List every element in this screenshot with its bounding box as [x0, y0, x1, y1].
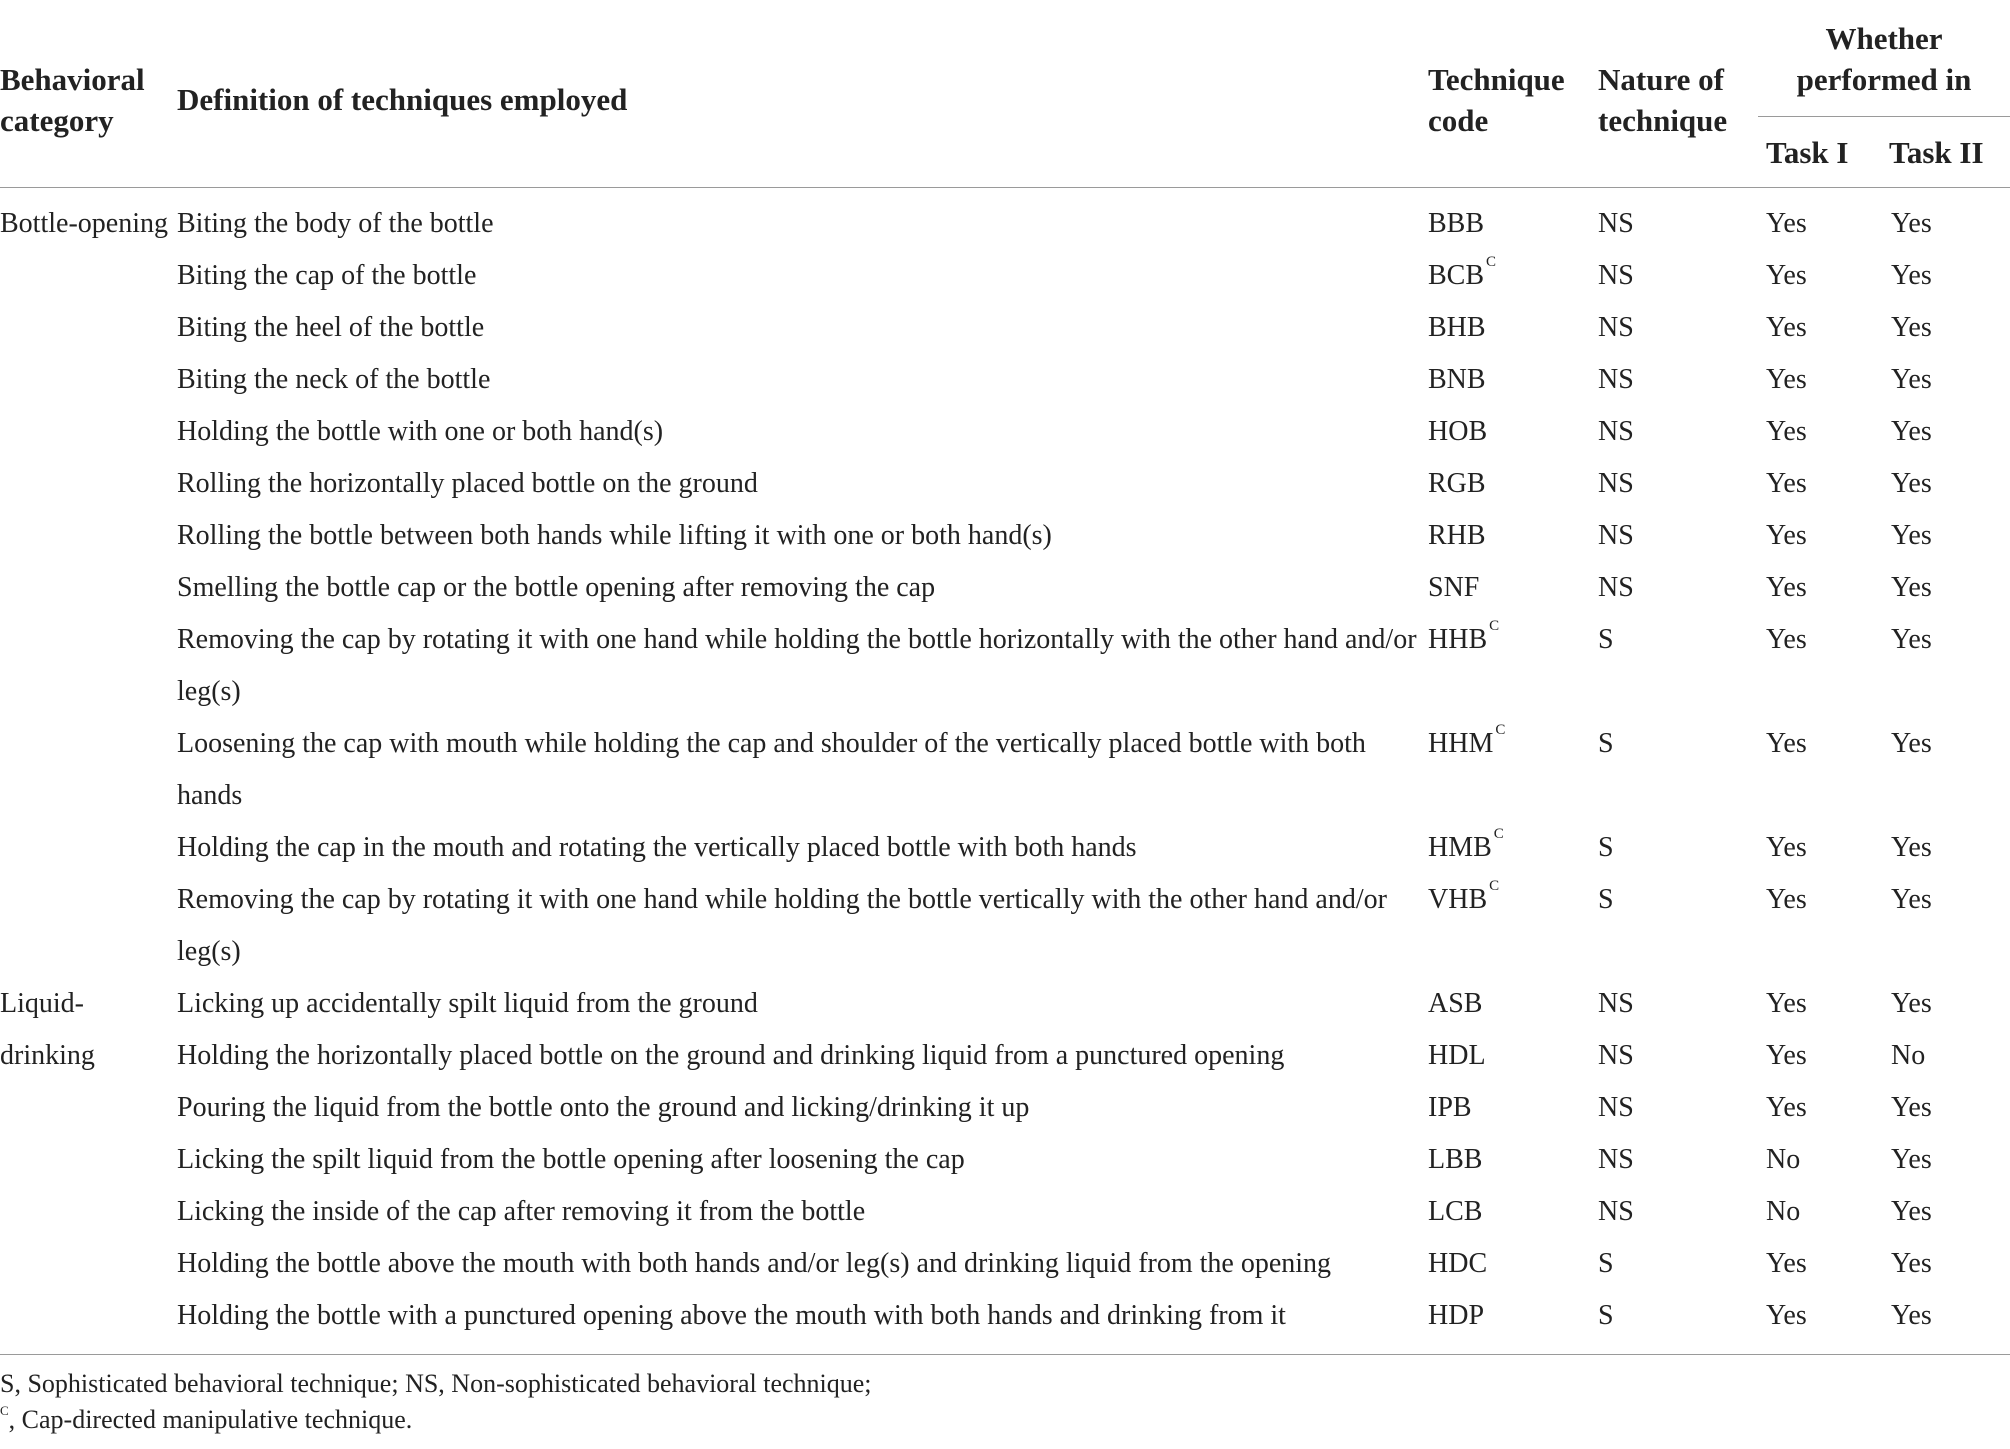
- technique-code: HDP: [1428, 1300, 1485, 1331]
- task-2-cell: Yes: [1891, 1092, 1932, 1123]
- nature-cell: NS: [1598, 572, 1634, 603]
- technique-code: BNB: [1428, 364, 1486, 395]
- technique-code: RHB: [1428, 520, 1486, 551]
- technique-code-cell: [1428, 1082, 1598, 1134]
- task-1-cell: Yes: [1766, 364, 1807, 395]
- nature-cell: NS: [1598, 988, 1634, 1019]
- table-row: [0, 1082, 2010, 1134]
- definition-cell: Licking the spilt liquid from the bottle opening after loosening the cap: [177, 1144, 965, 1175]
- task-1-cell: No: [1766, 1196, 1801, 1227]
- nature-cell: NS: [1598, 1144, 1634, 1175]
- definition-cell: Smelling the bottle cap or the bottle opening after removing the cap: [177, 572, 936, 603]
- technique-code: RGB: [1428, 468, 1486, 499]
- task-2-cell: Yes: [1891, 208, 1932, 239]
- header-task-2: Task II: [1881, 117, 2010, 188]
- header-technique-code: Technique code: [1428, 12, 1598, 188]
- techniques-table: [0, 12, 2010, 1352]
- task-1-cell: Yes: [1766, 208, 1807, 239]
- footnote-abbreviations: S, Sophisticated behavioral technique; NS, Non-sophisticated behavioral technique;: [0, 1369, 872, 1398]
- technique-code-cell: [1428, 1186, 1598, 1238]
- nature-cell: NS: [1598, 416, 1634, 447]
- technique-code-cell: [1428, 562, 1598, 614]
- footnote-cap-directed: [0, 1402, 872, 1438]
- nature-cell: S: [1598, 884, 1614, 915]
- nature-cell: NS: [1598, 208, 1634, 239]
- task-1-cell: Yes: [1766, 1248, 1807, 1279]
- table-row: [0, 406, 2010, 458]
- technique-code-cell: [1428, 874, 1598, 978]
- nature-cell: NS: [1598, 520, 1634, 551]
- task-1-cell: Yes: [1766, 1040, 1807, 1071]
- task-2-cell: Yes: [1891, 624, 1932, 655]
- definition-cell: Biting the neck of the bottle: [177, 364, 491, 395]
- definition-cell: Biting the body of the bottle: [177, 208, 494, 239]
- definition-cell: Biting the heel of the bottle: [177, 312, 485, 343]
- technique-code: HOB: [1428, 416, 1488, 447]
- technique-code-cell: [1428, 1238, 1598, 1290]
- nature-cell: NS: [1598, 364, 1634, 395]
- task-2-cell: Yes: [1891, 312, 1932, 343]
- task-1-cell: Yes: [1766, 624, 1807, 655]
- table-row: [0, 718, 2010, 822]
- task-1-cell: Yes: [1766, 572, 1807, 603]
- category-cell: Bottle-opening: [0, 208, 168, 239]
- technique-code: HHM: [1428, 728, 1494, 759]
- task-2-cell: Yes: [1891, 468, 1932, 499]
- task-1-cell: Yes: [1766, 832, 1807, 863]
- cap-directed-marker: C: [1489, 618, 1500, 634]
- task-2-cell: Yes: [1891, 416, 1932, 447]
- task-2-cell: Yes: [1891, 832, 1932, 863]
- footnote-sup: C: [0, 1403, 9, 1418]
- task-2-cell: Yes: [1891, 1196, 1932, 1227]
- definition-cell: Pouring the liquid from the bottle onto the ground and licking/drinking it up: [177, 1092, 1030, 1123]
- nature-cell: S: [1598, 1300, 1614, 1331]
- task-1-cell: Yes: [1766, 468, 1807, 499]
- technique-code: BCB: [1428, 260, 1485, 291]
- task-1-cell: Yes: [1766, 884, 1807, 915]
- task-2-cell: Yes: [1891, 364, 1932, 395]
- category-cell: Liquid-drinking: [0, 988, 95, 1071]
- task-1-cell: No: [1766, 1144, 1801, 1175]
- technique-code: LCB: [1428, 1196, 1483, 1227]
- technique-code-cell: [1428, 250, 1598, 302]
- task-1-cell: Yes: [1766, 416, 1807, 447]
- definition-cell: Holding the horizontally placed bottle on the ground and drinking liquid from a punctured opening: [177, 1040, 1285, 1071]
- table-row: [0, 510, 2010, 562]
- task-2-cell: Yes: [1891, 572, 1932, 603]
- table-row: [0, 1134, 2010, 1186]
- technique-code-cell: [1428, 458, 1598, 510]
- technique-code-cell: [1428, 1290, 1598, 1352]
- table-row: [0, 302, 2010, 354]
- nature-cell: NS: [1598, 260, 1634, 291]
- technique-code: BBB: [1428, 208, 1485, 239]
- table-row: [0, 874, 2010, 978]
- technique-code-cell: [1428, 510, 1598, 562]
- definition-cell: Removing the cap by rotating it with one hand while holding the bottle vertically with the other hand and/or leg(s): [177, 884, 1387, 967]
- technique-code-cell: [1428, 1134, 1598, 1186]
- definition-cell: Licking the inside of the cap after removing it from the bottle: [177, 1196, 866, 1227]
- technique-code-cell: [1428, 718, 1598, 822]
- technique-code: BHB: [1428, 312, 1486, 343]
- table-row: [0, 250, 2010, 302]
- task-2-cell: No: [1891, 1040, 1926, 1071]
- technique-code: HHB: [1428, 624, 1488, 655]
- definition-cell: Holding the cap in the mouth and rotating the vertically placed bottle with both hands: [177, 832, 1137, 863]
- technique-code: SNF: [1428, 572, 1480, 603]
- task-2-cell: Yes: [1891, 988, 1932, 1019]
- technique-code-cell: [1428, 406, 1598, 458]
- table-row: [0, 1186, 2010, 1238]
- nature-cell: S: [1598, 1248, 1614, 1279]
- nature-cell: NS: [1598, 1040, 1634, 1071]
- task-2-cell: Yes: [1891, 260, 1932, 291]
- technique-code-cell: [1428, 822, 1598, 874]
- table-row: [0, 188, 2010, 251]
- task-1-cell: Yes: [1766, 260, 1807, 291]
- task-2-cell: Yes: [1891, 1248, 1932, 1279]
- technique-code-cell: [1428, 354, 1598, 406]
- table-row: [0, 614, 2010, 718]
- nature-cell: NS: [1598, 312, 1634, 343]
- task-1-cell: Yes: [1766, 1300, 1807, 1331]
- nature-cell: S: [1598, 624, 1614, 655]
- technique-code: HDL: [1428, 1040, 1486, 1071]
- definition-cell: Rolling the bottle between both hands while lifting it with one or both hand(s): [177, 520, 1052, 551]
- header-whether-performed: Whether performed in: [1796, 21, 1972, 97]
- table-row: [0, 458, 2010, 510]
- technique-code-cell: [1428, 978, 1598, 1030]
- table-row: [0, 822, 2010, 874]
- table-row: [0, 978, 2010, 1030]
- table-footnotes: [0, 1366, 872, 1438]
- definition-cell: Holding the bottle above the mouth with both hands and/or leg(s) and drinking liquid from the opening: [177, 1248, 1332, 1279]
- nature-cell: S: [1598, 728, 1614, 759]
- task-2-cell: Yes: [1891, 728, 1932, 759]
- table-row: [0, 1290, 2010, 1352]
- definition-cell: Rolling the horizontally placed bottle on the ground: [177, 468, 758, 499]
- technique-code: IPB: [1428, 1092, 1472, 1123]
- task-2-cell: Yes: [1891, 1300, 1932, 1331]
- technique-code: HMB: [1428, 832, 1492, 863]
- header-behavioral-category: Behavioral category: [0, 12, 177, 188]
- table-row: [0, 562, 2010, 614]
- footnote-cap-text: , Cap-directed manipulative technique.: [8, 1405, 413, 1434]
- task-1-cell: Yes: [1766, 312, 1807, 343]
- task-2-cell: Yes: [1891, 520, 1932, 551]
- cap-directed-marker: C: [1493, 826, 1504, 842]
- task-1-cell: Yes: [1766, 1092, 1807, 1123]
- technique-code: ASB: [1428, 988, 1483, 1019]
- technique-code-cell: [1428, 614, 1598, 718]
- nature-cell: NS: [1598, 1196, 1634, 1227]
- cap-directed-marker: C: [1486, 254, 1497, 270]
- header-definition: Definition of techniques employed: [177, 12, 1428, 188]
- technique-code: HDC: [1428, 1248, 1488, 1279]
- nature-cell: NS: [1598, 468, 1634, 499]
- task-2-cell: Yes: [1891, 1144, 1932, 1175]
- header-nature: Nature of technique: [1598, 12, 1758, 188]
- header-task-1: Task I: [1758, 117, 1881, 188]
- definition-cell: Holding the bottle with a punctured opening above the mouth with both hands and drinking from it: [177, 1300, 1286, 1331]
- definition-cell: Licking up accidentally spilt liquid from the ground: [177, 988, 758, 1019]
- technique-code-cell: [1428, 188, 1598, 251]
- technique-code-cell: [1428, 302, 1598, 354]
- nature-cell: NS: [1598, 1092, 1634, 1123]
- task-1-cell: Yes: [1766, 728, 1807, 759]
- table-row: [0, 1030, 2010, 1082]
- definition-cell: Holding the bottle with one or both hand(s): [177, 416, 664, 447]
- table-row: [0, 1238, 2010, 1290]
- definition-cell: Removing the cap by rotating it with one hand while holding the bottle horizontally with the other hand and/or leg(s): [177, 624, 1417, 707]
- table-bottom-rule: [0, 1354, 2010, 1355]
- cap-directed-marker: C: [1489, 878, 1500, 894]
- technique-code: LBB: [1428, 1144, 1483, 1175]
- technique-code-cell: [1428, 1030, 1598, 1082]
- technique-code: VHB: [1428, 884, 1488, 915]
- definition-cell: Biting the cap of the bottle: [177, 260, 477, 291]
- table-body: [0, 188, 2010, 1353]
- nature-cell: S: [1598, 832, 1614, 863]
- task-1-cell: Yes: [1766, 520, 1807, 551]
- cap-directed-marker: C: [1495, 722, 1506, 738]
- task-1-cell: Yes: [1766, 988, 1807, 1019]
- table-row: [0, 354, 2010, 406]
- task-2-cell: Yes: [1891, 884, 1932, 915]
- definition-cell: Loosening the cap with mouth while holding the cap and shoulder of the vertically placed bottle with both hands: [177, 728, 1366, 811]
